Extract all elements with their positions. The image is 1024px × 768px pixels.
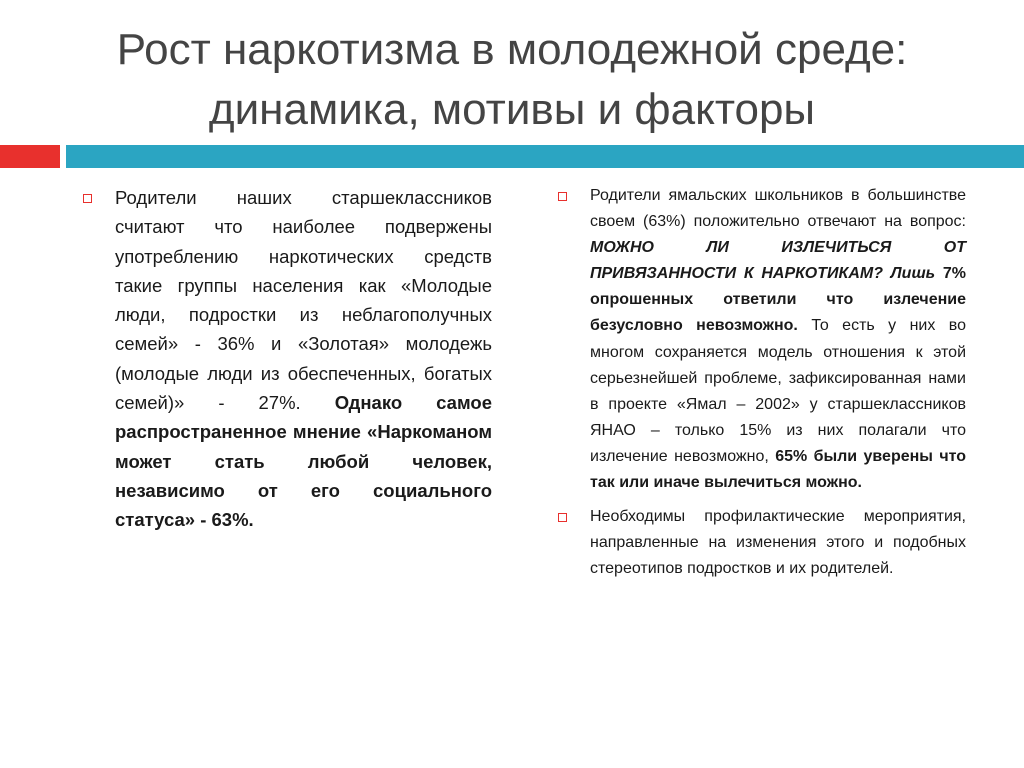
bullet-text: То есть у них во многом сохраняется модель отношения к этой серьезнейшей проблеме, зафиксированная нами в проекте «Ямал – 2002» у старшеклассников ЯНАО – только 15% из них полагали что излечение невозможно, bbox=[590, 317, 967, 465]
square-bullet-icon bbox=[83, 194, 92, 203]
square-bullet-icon bbox=[558, 192, 567, 201]
bullet-bold-text: 7% опрошенных ответили что излечение безусловно невозможно. bbox=[590, 265, 966, 335]
left-column bbox=[80, 183, 492, 535]
bullet-item bbox=[555, 183, 966, 496]
bullet-item bbox=[555, 504, 966, 582]
bullet-text: Необходимы профилактические мероприятия, направленные на изменения этого и подобных стереотипов подростков и их родителей. bbox=[590, 508, 966, 578]
bullet-bold-italic-text: МОЖНО ЛИ ИЗЛЕЧИТЬСЯ ОТ ПРИВЯЗАННОСТИ К НАРКОТИКАМ? Лишь bbox=[590, 239, 966, 283]
right-column bbox=[555, 183, 966, 582]
square-bullet-icon bbox=[558, 513, 567, 522]
bullet-bold-text: Однако самое распространенное мнение «Наркоманом может стать любой человек, независимо от его социального статуса» - 63%. bbox=[115, 392, 492, 531]
bullet-text: Родители ямальских школьников в большинстве своем (63%) положительно отвечают на вопрос: bbox=[590, 187, 966, 231]
title-accent-red-bar bbox=[0, 145, 60, 168]
bullet-item bbox=[80, 183, 492, 535]
slide-title: Рост наркотизма в молодежной среде: динамика, мотивы и факторы bbox=[116, 25, 908, 134]
bullet-bold-text: 65% были уверены что так или иначе вылечиться можно. bbox=[590, 447, 967, 492]
title-accent-teal-bar bbox=[66, 145, 1024, 168]
bullet-text: Родители наших старшеклассников считают что наиболее подвержены употреблению наркотических средств такие группы населения как «Молодые люди, подростки из неблагополучных семей» - 36% и «Золотая» молодежь (молодые люди из обеспеченных, богатых семей)» - 27%. bbox=[115, 187, 492, 414]
